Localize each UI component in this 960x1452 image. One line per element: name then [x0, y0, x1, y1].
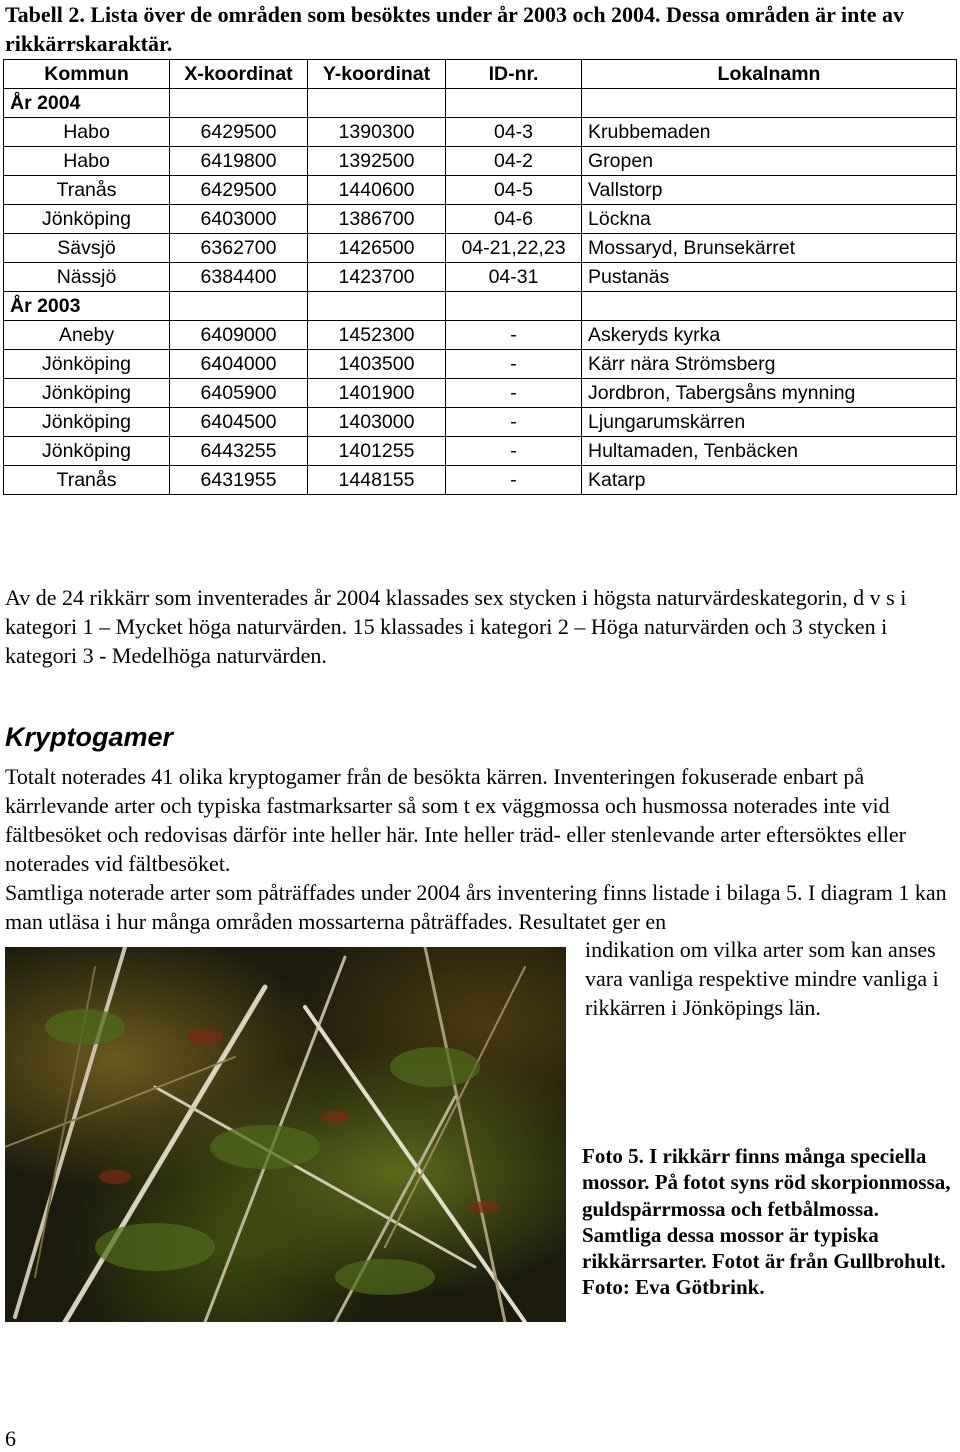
cell-kommun: Tranås: [4, 176, 170, 205]
cell-kommun: Jönköping: [4, 379, 170, 408]
cell-kommun: Sävsjö: [4, 234, 170, 263]
sites-table: [3, 59, 957, 495]
cell-id: -: [446, 466, 582, 495]
cell-id: 04-31: [446, 263, 582, 292]
cell-kommun: Jönköping: [4, 205, 170, 234]
cell-x: 6404500: [170, 408, 308, 437]
cell-y: 1448155: [308, 466, 446, 495]
paragraph-categories: [5, 583, 955, 670]
cell-x: 6403000: [170, 205, 308, 234]
cell-y: 1386700: [308, 205, 446, 234]
cell-id: 04-3: [446, 118, 582, 147]
table-row: [4, 379, 957, 408]
cell-y: 1392500: [308, 147, 446, 176]
cell-kommun: Jönköping: [4, 350, 170, 379]
cell-y: 1403000: [308, 408, 446, 437]
table-row: [4, 118, 957, 147]
table-header-row: [4, 60, 957, 89]
cell-x: 6419800: [170, 147, 308, 176]
table-row: [4, 205, 957, 234]
table-body: [4, 89, 957, 495]
moss-photo-illustration: [5, 947, 566, 1322]
cell-lokalnamn: Jordbron, Tabergsåns mynning: [582, 379, 957, 408]
header-lokalnamn: Lokalnamn: [582, 60, 957, 89]
cell-lokalnamn: Kärr nära Strömsberg: [582, 350, 957, 379]
cell-kommun: Habo: [4, 118, 170, 147]
year-label: År 2003: [4, 292, 170, 321]
table-row: [4, 437, 957, 466]
cell-x: 6404000: [170, 350, 308, 379]
cell-lokalnamn: Löckna: [582, 205, 957, 234]
moss-photo: [5, 947, 566, 1322]
cell-id: -: [446, 321, 582, 350]
paragraph-text: Av de 24 rikkärr som inventerades år 2004 klassades sex stycken i högsta naturvärdeskategorin, d v s i kategori 1 – Mycket höga naturvärden. 15 klassades i kategori 2 – Höga naturvärden och 3 stycken i kategori 3 - Medelhöga naturvärden.: [5, 585, 907, 668]
header-x-koordinat: X-koordinat: [170, 60, 308, 89]
cell-id: 04-5: [446, 176, 582, 205]
cell-x: 6429500: [170, 176, 308, 205]
cell-lokalnamn: Pustanäs: [582, 263, 957, 292]
year-row-2004: [4, 89, 957, 118]
table-row: [4, 176, 957, 205]
section-heading: Kryptogamer: [5, 722, 174, 752]
table-row: [4, 408, 957, 437]
cell-lokalnamn: Gropen: [582, 147, 957, 176]
cell-x: 6409000: [170, 321, 308, 350]
paragraph-kryptogamer: [5, 762, 955, 936]
cell-kommun: Nässjö: [4, 263, 170, 292]
paragraph-text: Totalt noterades 41 olika kryptogamer från de besökta kärren. Inventeringen fokuserade enbart på kärrlevande arter och typiska fastmarksarter så som t ex väggmossa och husmossa noterades inte vid fältbesöket och redovisas därför inte heller här. Inte heller träd- eller stenlevande arter eftersöktes eller noterades vid fältbesöket.: [5, 764, 906, 876]
cell-lokalnamn: Krubbemaden: [582, 118, 957, 147]
cell-kommun: Habo: [4, 147, 170, 176]
header-kommun: Kommun: [4, 60, 170, 89]
cell-lokalnamn: Vallstorp: [582, 176, 957, 205]
cell-y: 1426500: [308, 234, 446, 263]
cell-x: 6362700: [170, 234, 308, 263]
cell-y: 1401255: [308, 437, 446, 466]
cell-y: 1390300: [308, 118, 446, 147]
table-row: [4, 321, 957, 350]
page-number: 6: [5, 1426, 16, 1451]
cell-id: -: [446, 408, 582, 437]
cell-kommun: Tranås: [4, 466, 170, 495]
cell-kommun: Jönköping: [4, 437, 170, 466]
paragraph-continuation: indikation om vilka arter som kan anses vara vanliga respektive mindre vanliga i rikkärren i Jönköpings län.: [585, 937, 939, 1020]
cell-lokalnamn: Hultamaden, Tenbäcken: [582, 437, 957, 466]
cell-x: 6405900: [170, 379, 308, 408]
cell-lokalnamn: Katarp: [582, 466, 957, 495]
cell-kommun: Jönköping: [4, 408, 170, 437]
cell-lokalnamn: Askeryds kyrka: [582, 321, 957, 350]
cell-y: 1452300: [308, 321, 446, 350]
cell-y: 1401900: [308, 379, 446, 408]
cell-id: 04-21,22,23: [446, 234, 582, 263]
cell-x: 6429500: [170, 118, 308, 147]
cell-x: 6443255: [170, 437, 308, 466]
header-y-koordinat: Y-koordinat: [308, 60, 446, 89]
cell-kommun: Aneby: [4, 321, 170, 350]
cell-id: -: [446, 350, 582, 379]
table-row: [4, 350, 957, 379]
table-row: [4, 263, 957, 292]
paragraph-text: Samtliga noterade arter som påträffades under 2004 års inventering finns listade i bilaga 5. I diagram 1 kan man utläsa i hur många områden mossarterna påträffades. Resultatet ger en: [5, 880, 947, 934]
table-caption: Tabell 2. Lista över de områden som besöktes under år 2003 och 2004. Dessa områden är inte av rikkärrskaraktär.: [5, 2, 904, 56]
cell-lokalnamn: Ljungarumskärren: [582, 408, 957, 437]
year-row-2003: [4, 292, 957, 321]
cell-y: 1423700: [308, 263, 446, 292]
cell-lokalnamn: Mossaryd, Brunsekärret: [582, 234, 957, 263]
cell-id: 04-6: [446, 205, 582, 234]
header-id-nr: ID-nr.: [446, 60, 582, 89]
cell-y: 1440600: [308, 176, 446, 205]
cell-id: 04-2: [446, 147, 582, 176]
table-row: [4, 466, 957, 495]
year-label: År 2004: [4, 89, 170, 118]
cell-id: -: [446, 437, 582, 466]
cell-y: 1403500: [308, 350, 446, 379]
cell-id: -: [446, 379, 582, 408]
cell-x: 6431955: [170, 466, 308, 495]
table-row: [4, 234, 957, 263]
table-row: [4, 147, 957, 176]
photo-caption: Foto 5. I rikkärr finns många speciella mossor. På fotot syns röd skorpionmossa, guldspärrmossa och fetbålmossa. Samtliga dessa mossor är typiska rikkärrsarter. Fotot är från Gullbrohult. Foto: Eva Götbrink.: [582, 1144, 951, 1300]
cell-x: 6384400: [170, 263, 308, 292]
